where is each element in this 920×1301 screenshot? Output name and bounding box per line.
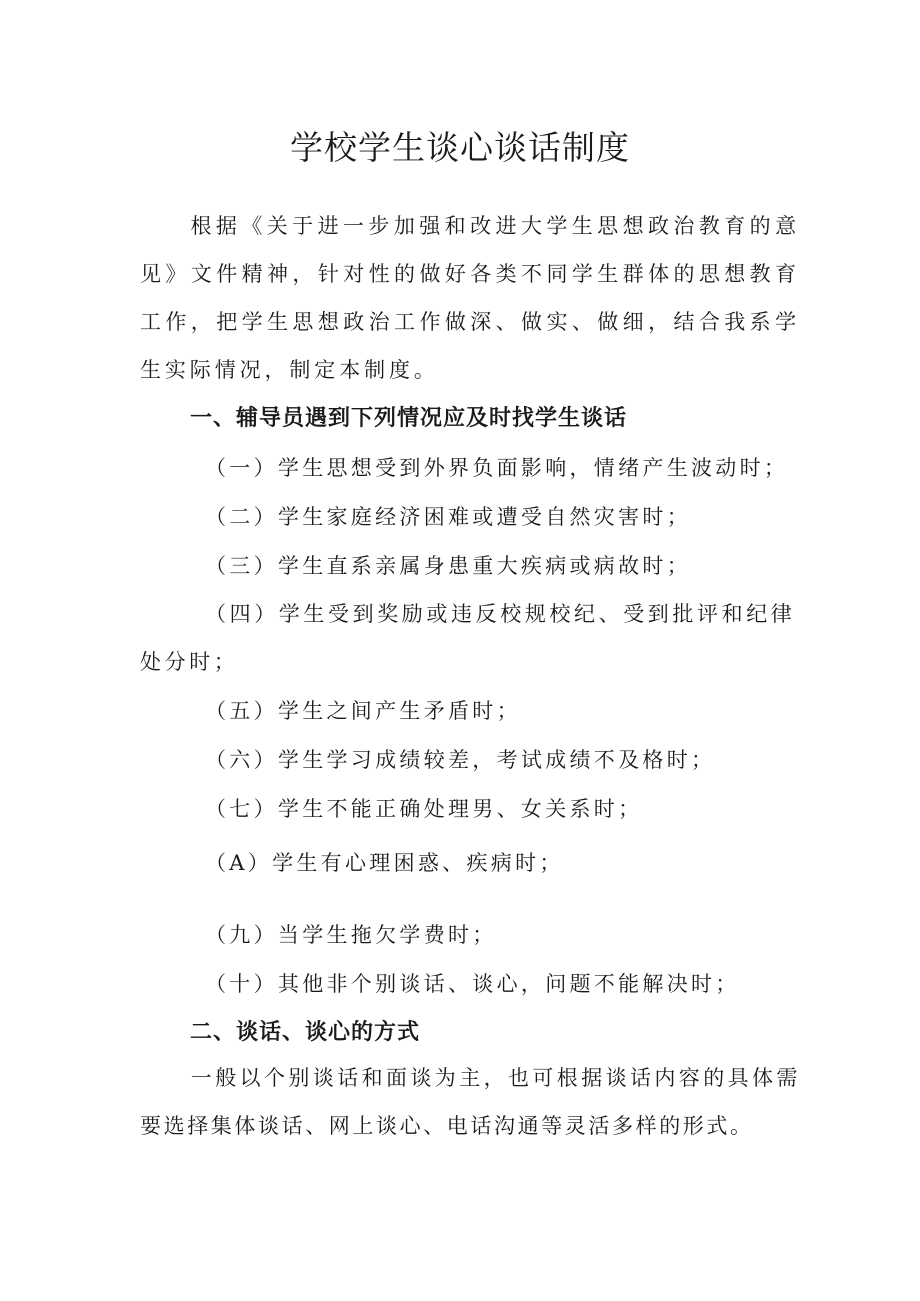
list-item: （一）学生思想受到外界负面影响，情绪产生波动时； [205,456,789,480]
list-item: （二）学生家庭经济困难或遭受自然灾害时； [205,505,691,529]
list-item: （十）其他非个别谈话、谈心，问题不能解决时； [205,972,740,996]
section2-text: 一般以个别谈话和面谈为主，也可根据谈话内容的具体需要选择集体谈话、网上谈心、电话沟通等灵活多样的形式。 [140,1066,800,1138]
list-item: （七）学生不能正确处理男、女关系时； [205,797,643,821]
intro-text: 根据《关于进一步加强和改进大学生思想政治教育的意见》文件精神，针对性的做好各类不同学生群体的思想教育工作，把学生思想政治工作做深、做实、做细，结合我系学生实际情况，制定本制度。 [140,214,800,382]
list-item: （三）学生直系亲属身患重大疾病或病故时； [205,554,691,578]
list-item: （九）当学生拖欠学费时； [205,923,497,947]
section1-heading: 一、辅导员遇到下列情况应及时找学生谈话 [190,406,628,431]
list-item: （五）学生之间产生矛盾时； [205,699,521,723]
intro-paragraph [140,202,800,394]
list-item-wrapped [140,590,800,686]
list-item: （四）学生受到奖励或违反校规校纪、受到批评和纪律处分时； [140,602,796,674]
document-title: 学校学生谈心谈话制度 [290,128,630,167]
list-item: （A）学生有心理困惑、疾病时； [205,851,564,875]
section2-paragraph [140,1054,800,1150]
section2-heading: 二、谈话、谈心的方式 [190,1020,421,1045]
list-item: （六）学生学习成绩较差，考试成绩不及格时； [205,748,716,772]
